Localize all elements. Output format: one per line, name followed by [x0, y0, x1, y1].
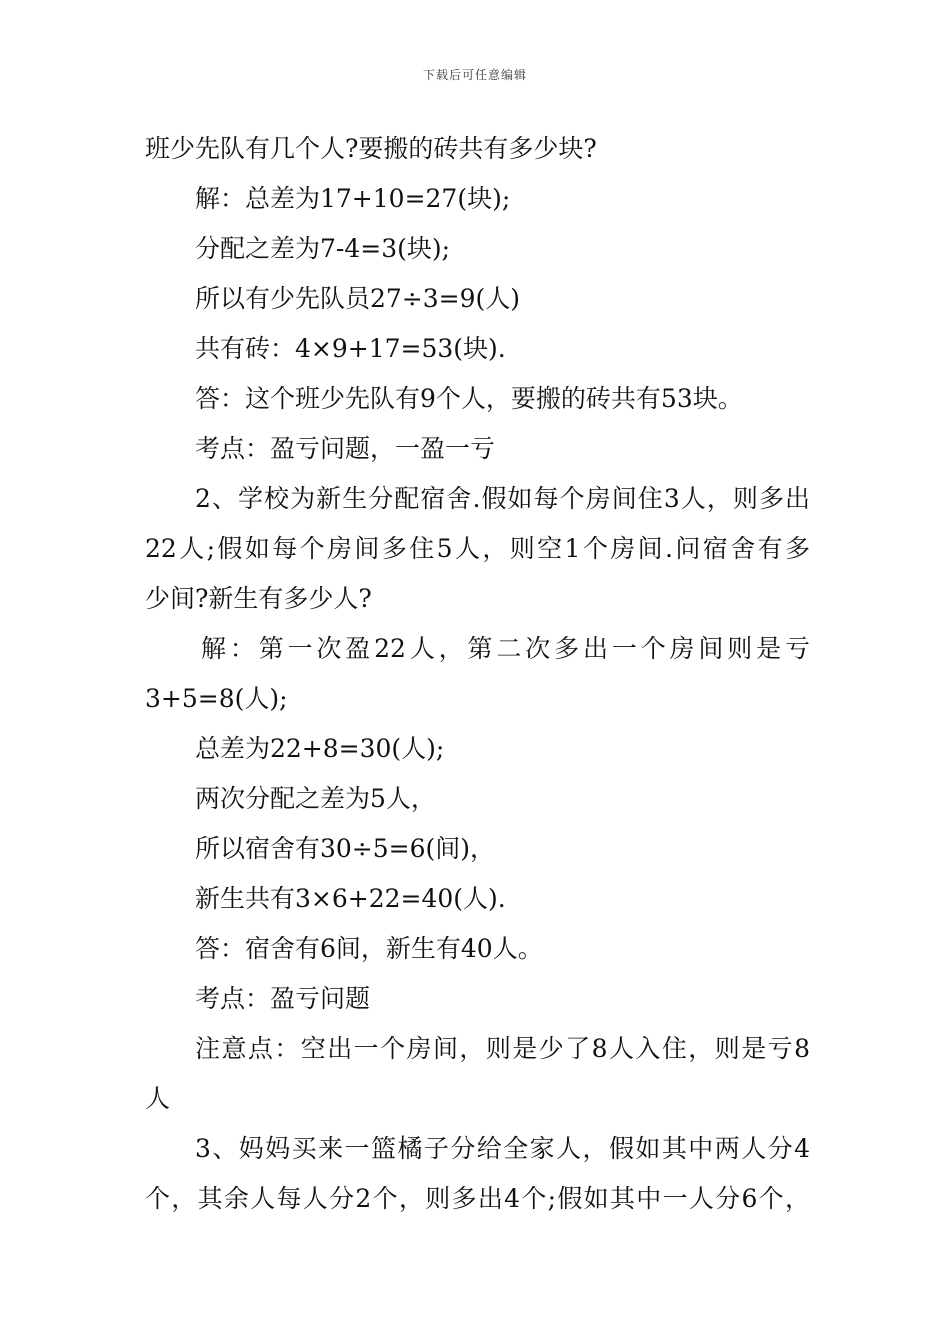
text-line: 少间?新生有多少人?	[145, 584, 372, 613]
text-line: 所以有少先队员27÷3=9(人)	[195, 284, 521, 313]
text-line: 人	[145, 1084, 171, 1113]
text-line: 2、学校为新生分配宿舍.假如每个房间住3人，则多出	[195, 484, 810, 513]
text-line: 共有砖：4×9+17=53(块).	[195, 334, 506, 363]
text-line: 答：这个班少先队有9个人，要搬的砖共有53块。	[195, 384, 743, 413]
text-line: 个，其余人每人分2个，则多出4个;假如其中一人分6个，	[145, 1184, 810, 1213]
document-body	[145, 124, 810, 1224]
text-line: 解：第一次盈22人，第二次多出一个房间则是亏	[201, 634, 810, 663]
text-line: 答：宿舍有6间，新生有40人。	[195, 934, 543, 963]
text-line: 新生共有3×6+22=40(人).	[195, 884, 506, 913]
text-line: 所以宿舍有30÷5=6(间)，	[195, 834, 496, 863]
text-line: 两次分配之差为5人，	[195, 784, 436, 813]
text-line: 解：总差为17+10=27(块);	[195, 184, 511, 213]
text-line: 3、妈妈买来一篮橘子分给全家人，假如其中两人分4	[195, 1134, 810, 1163]
text-line: 22人;假如每个房间多住5人，则空1个房间.问宿舍有多	[145, 534, 810, 563]
text-line: 班少先队有几个人?要搬的砖共有多少块?	[145, 134, 597, 163]
text-line: 总差为22+8=30(人);	[195, 734, 445, 763]
text-line: 3+5=8(人);	[145, 684, 288, 713]
text-line: 考点：盈亏问题，一盈一亏	[195, 434, 496, 463]
text-line: 注意点：空出一个房间，则是少了8人入住，则是亏8	[195, 1034, 810, 1063]
page-header: 下载后可任意编辑	[422, 68, 527, 82]
text-line: 分配之差为7-4=3(块);	[195, 234, 451, 263]
text-line: 考点：盈亏问题	[195, 984, 371, 1013]
